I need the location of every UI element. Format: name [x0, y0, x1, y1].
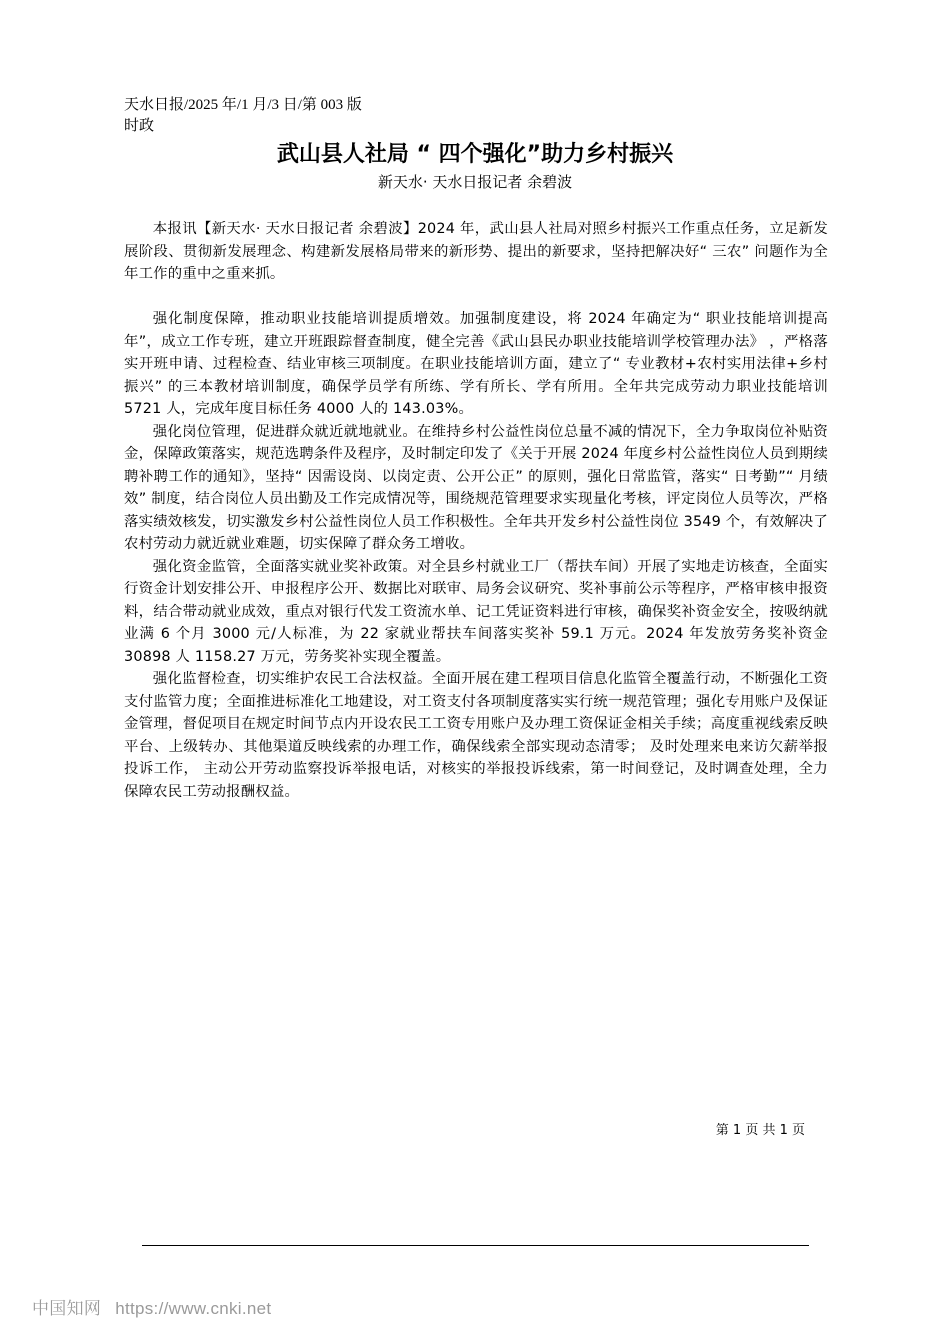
source-line: 天水日报/2025 年/1 月/3 日/第 003 版时政	[124, 97, 362, 134]
article-title: 武山县人社局 “ 四个强化”助力乡村振兴	[276, 142, 674, 167]
paragraph-system-guarantee: 强化制度保障，推动职业技能培训提质增效。加强制度建设，将 2024 年确定为“ 职业技能培训提高年”，成立工作专班，建立开班跟踪督查制度，健全完善《武山县民办职业技能培训学校管理办法》 ，严格落实开班申请、过程检查、结业审核三项制度。在职业技能培训方面，建立了“ 专业教材+农村实用法律+乡村振兴” 的三本教材培训制度，确保学员学有所练、学有所长、学有所用。全年共完成劳动力职业技能培训 5721 人，完成年度目标任务 4000 人的 143.03%。	[124, 311, 828, 417]
paragraph-inspection: 强化监督检查，切实维护农民工合法权益。全面开展在建工程项目信息化监管全覆盖行动，不断强化工资支付监管力度；全面推进标准化工地建设，对工资支付各项制度落实实行统一规范管理；强化专用账户及保证金管理，督促项目在规定时间节点内开设农民工工资专用账户及办理工资保证金相关手续；高度重视线索反映平台、上级转办、其他渠道反映线索的办理工作，确保线索全部实现动态清零； 及时处理来电来访欠薪举报投诉工作， 主动公开劳动监察投诉举报电话，对核实的举报投诉线索，第一时间登记，及时调查处理，全力保障农民工劳动报酬权益。	[124, 671, 828, 800]
article-byline: 新天水· 天水日报记者 余碧波	[377, 173, 573, 191]
article-body	[124, 218, 828, 803]
page-number: 第 1 页 共 1 页	[715, 1123, 805, 1138]
paragraph-lead: 本报讯【新天水· 天水日报记者 余碧波】2024 年，武山县人社局对照乡村振兴工作重点任务，立足新发展阶段、贯彻新发展理念、构建新发展格局带来的新形势、提出的新要求，坚持把解决好“ 三农” 问题作为全年工作的重中之重来抓。	[124, 221, 828, 282]
paragraph-post-management: 强化岗位管理，促进群众就近就地就业。在维持乡村公益性岗位总量不减的情况下，全力争取岗位补贴资金，保障政策落实，规范选聘条件及程序，及时制定印发了《关于开展 2024 年度乡村公益性岗位人员到期续聘补聘工作的通知》，坚持“ 因需设岗、以岗定责、公开公正” 的原则，强化日常监管，落实“ 日考勤”“ 月绩效” 制度，结合岗位人员出勤及工作完成情况等，围绕规范管理要求实现量化考核，评定岗位人员等次，严格落实绩效核发，切实激发乡村公益性岗位人员工作积极性。全年共开发乡村公益性岗位 3549 个，有效解决了农村劳动力就近就业难题，切实保障了群众务工增收。	[124, 423, 828, 552]
cnki-watermark	[32, 1294, 271, 1319]
watermark-brand: 中国知网	[32, 1299, 102, 1318]
paragraph-fund-supervision: 强化资金监管，全面落实就业奖补政策。对全县乡村就业工厂（帮扶车间）开展了实地走访核查，全面实行资金计划安排公开、申报程序公开、数据比对联审、局务会议研究、奖补事前公示等程序，严格审核申报资料，结合带动就业成效，重点对银行代发工资流水单、记工凭证资料进行审核，确保奖补资金安全，按吸纳就业满 6 个月 3000 元/人标准，为 22 家就业帮扶车间落实奖补 59.1 万元。2024 年发放劳务奖补资金 30898 人 1158.27 万元，劳务奖补实现全覆盖。	[124, 558, 828, 665]
footer-divider	[142, 1245, 809, 1246]
watermark-url: https://www.cnki.net	[115, 1299, 272, 1318]
